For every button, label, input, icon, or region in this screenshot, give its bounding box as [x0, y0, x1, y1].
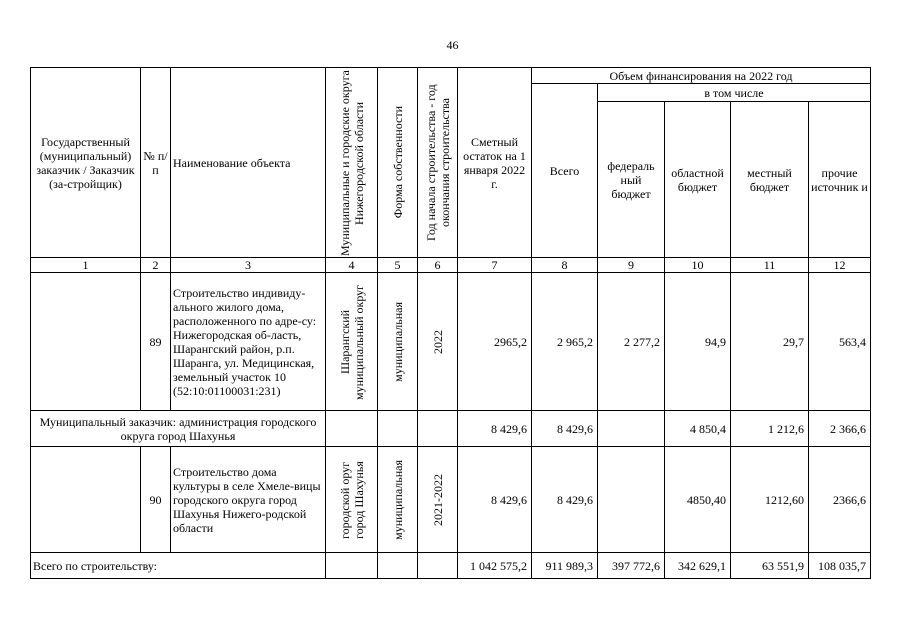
row90-total: 8 429,6 [532, 447, 598, 553]
row89-estimate: 2965,2 [458, 273, 532, 411]
row90-regional: 4850,40 [665, 447, 731, 553]
col-num-9: 9 [598, 258, 665, 273]
header-including: в том числе [598, 84, 871, 102]
col-num-10: 10 [665, 258, 731, 273]
row90-number: 90 [141, 447, 171, 553]
totals-row [31, 553, 871, 579]
customer-local: 1 212,6 [731, 411, 809, 447]
totals-local: 63 551,9 [731, 553, 809, 579]
col-num-2: 2 [141, 258, 171, 273]
header-customer: Государственный (муниципальный) заказчик / Заказчик (за-стройщик) [31, 68, 141, 258]
totals-regional: 342 629,1 [665, 553, 731, 579]
column-numbers-row [31, 258, 871, 273]
financing-table [30, 67, 871, 579]
col-num-6: 6 [418, 258, 458, 273]
row89-federal: 2 277,2 [598, 273, 665, 411]
header-total: Всего [532, 84, 598, 258]
customer-total: 8 429,6 [532, 411, 598, 447]
table-row-89 [31, 273, 871, 411]
header-district: Муниципальные и городские округа Нижегородской области [326, 68, 378, 258]
row90-local: 1212,60 [731, 447, 809, 553]
header-object-name: Наименование объекта [171, 68, 326, 258]
customer-estimate: 8 429,6 [458, 411, 532, 447]
header-ownership: Форма собственности [378, 68, 418, 258]
row89-customer [31, 273, 141, 411]
col-num-7: 7 [458, 258, 532, 273]
col-num-1: 1 [31, 258, 141, 273]
col-num-8: 8 [532, 258, 598, 273]
row90-federal [598, 447, 665, 553]
row89-number: 89 [141, 273, 171, 411]
totals-federal: 397 772,6 [598, 553, 665, 579]
table-row-90 [31, 447, 871, 553]
page-number: 46 [446, 38, 459, 52]
header-local: местный бюджет [731, 102, 809, 258]
row90-other: 2366,6 [809, 447, 871, 553]
row89-ownership: муниципальная [378, 273, 418, 411]
header-regional: областной бюджет [665, 102, 731, 258]
col-num-4: 4 [326, 258, 378, 273]
row90-ownership: муниципальная [378, 447, 418, 553]
header-number: № п/п [141, 68, 171, 258]
row89-object-name: Строительство индивиду-ального жилого дома, расположенного по адре-су: Нижегородская об-ласть, Шарангский район, р.п. Шаранга, ул. Медицинская, земельный участок 10 (52:10:01100031:231) [171, 273, 326, 411]
row89-total: 2 965,2 [532, 273, 598, 411]
col-num-3: 3 [171, 258, 326, 273]
row90-estimate: 8 429,6 [458, 447, 532, 553]
row90-years: 2021-2022 [418, 447, 458, 553]
header-estimate: Сметный остаток на 1 января 2022 г. [458, 68, 532, 258]
totals-label: Всего по строительству: [31, 553, 326, 579]
row89-years: 2022 [418, 273, 458, 411]
header-federal: федераль ный бюджет [598, 102, 665, 258]
row89-regional: 94,9 [665, 273, 731, 411]
col-num-12: 12 [809, 258, 871, 273]
col-num-5: 5 [378, 258, 418, 273]
customer-regional: 4 850,4 [665, 411, 731, 447]
totals-other: 108 035,7 [809, 553, 871, 579]
customer-other: 2 366,6 [809, 411, 871, 447]
col-num-11: 11 [731, 258, 809, 273]
row90-district: городской оруг город Шахунья [326, 447, 378, 553]
row90-object-name: Строительство дома культуры в селе Хмеле-вицы городского округа город Шахунья Нижего-родской области [171, 447, 326, 553]
customer-row [31, 411, 871, 447]
customer-federal [598, 411, 665, 447]
row90-customer [31, 447, 141, 553]
header-funding: Объем финансирования на 2022 год [532, 68, 871, 84]
row89-district: Шарангский муниципальный округ [326, 273, 378, 411]
header-other: прочие источник и [809, 102, 871, 258]
header-years: Год начала строительства - год окончания строительства [418, 68, 458, 258]
customer-label: Муниципальный заказчик: администрация городского округа город Шахунья [31, 411, 326, 447]
totals-total: 911 989,3 [532, 553, 598, 579]
row89-local: 29,7 [731, 273, 809, 411]
totals-estimate: 1 042 575,2 [458, 553, 532, 579]
row89-other: 563,4 [809, 273, 871, 411]
